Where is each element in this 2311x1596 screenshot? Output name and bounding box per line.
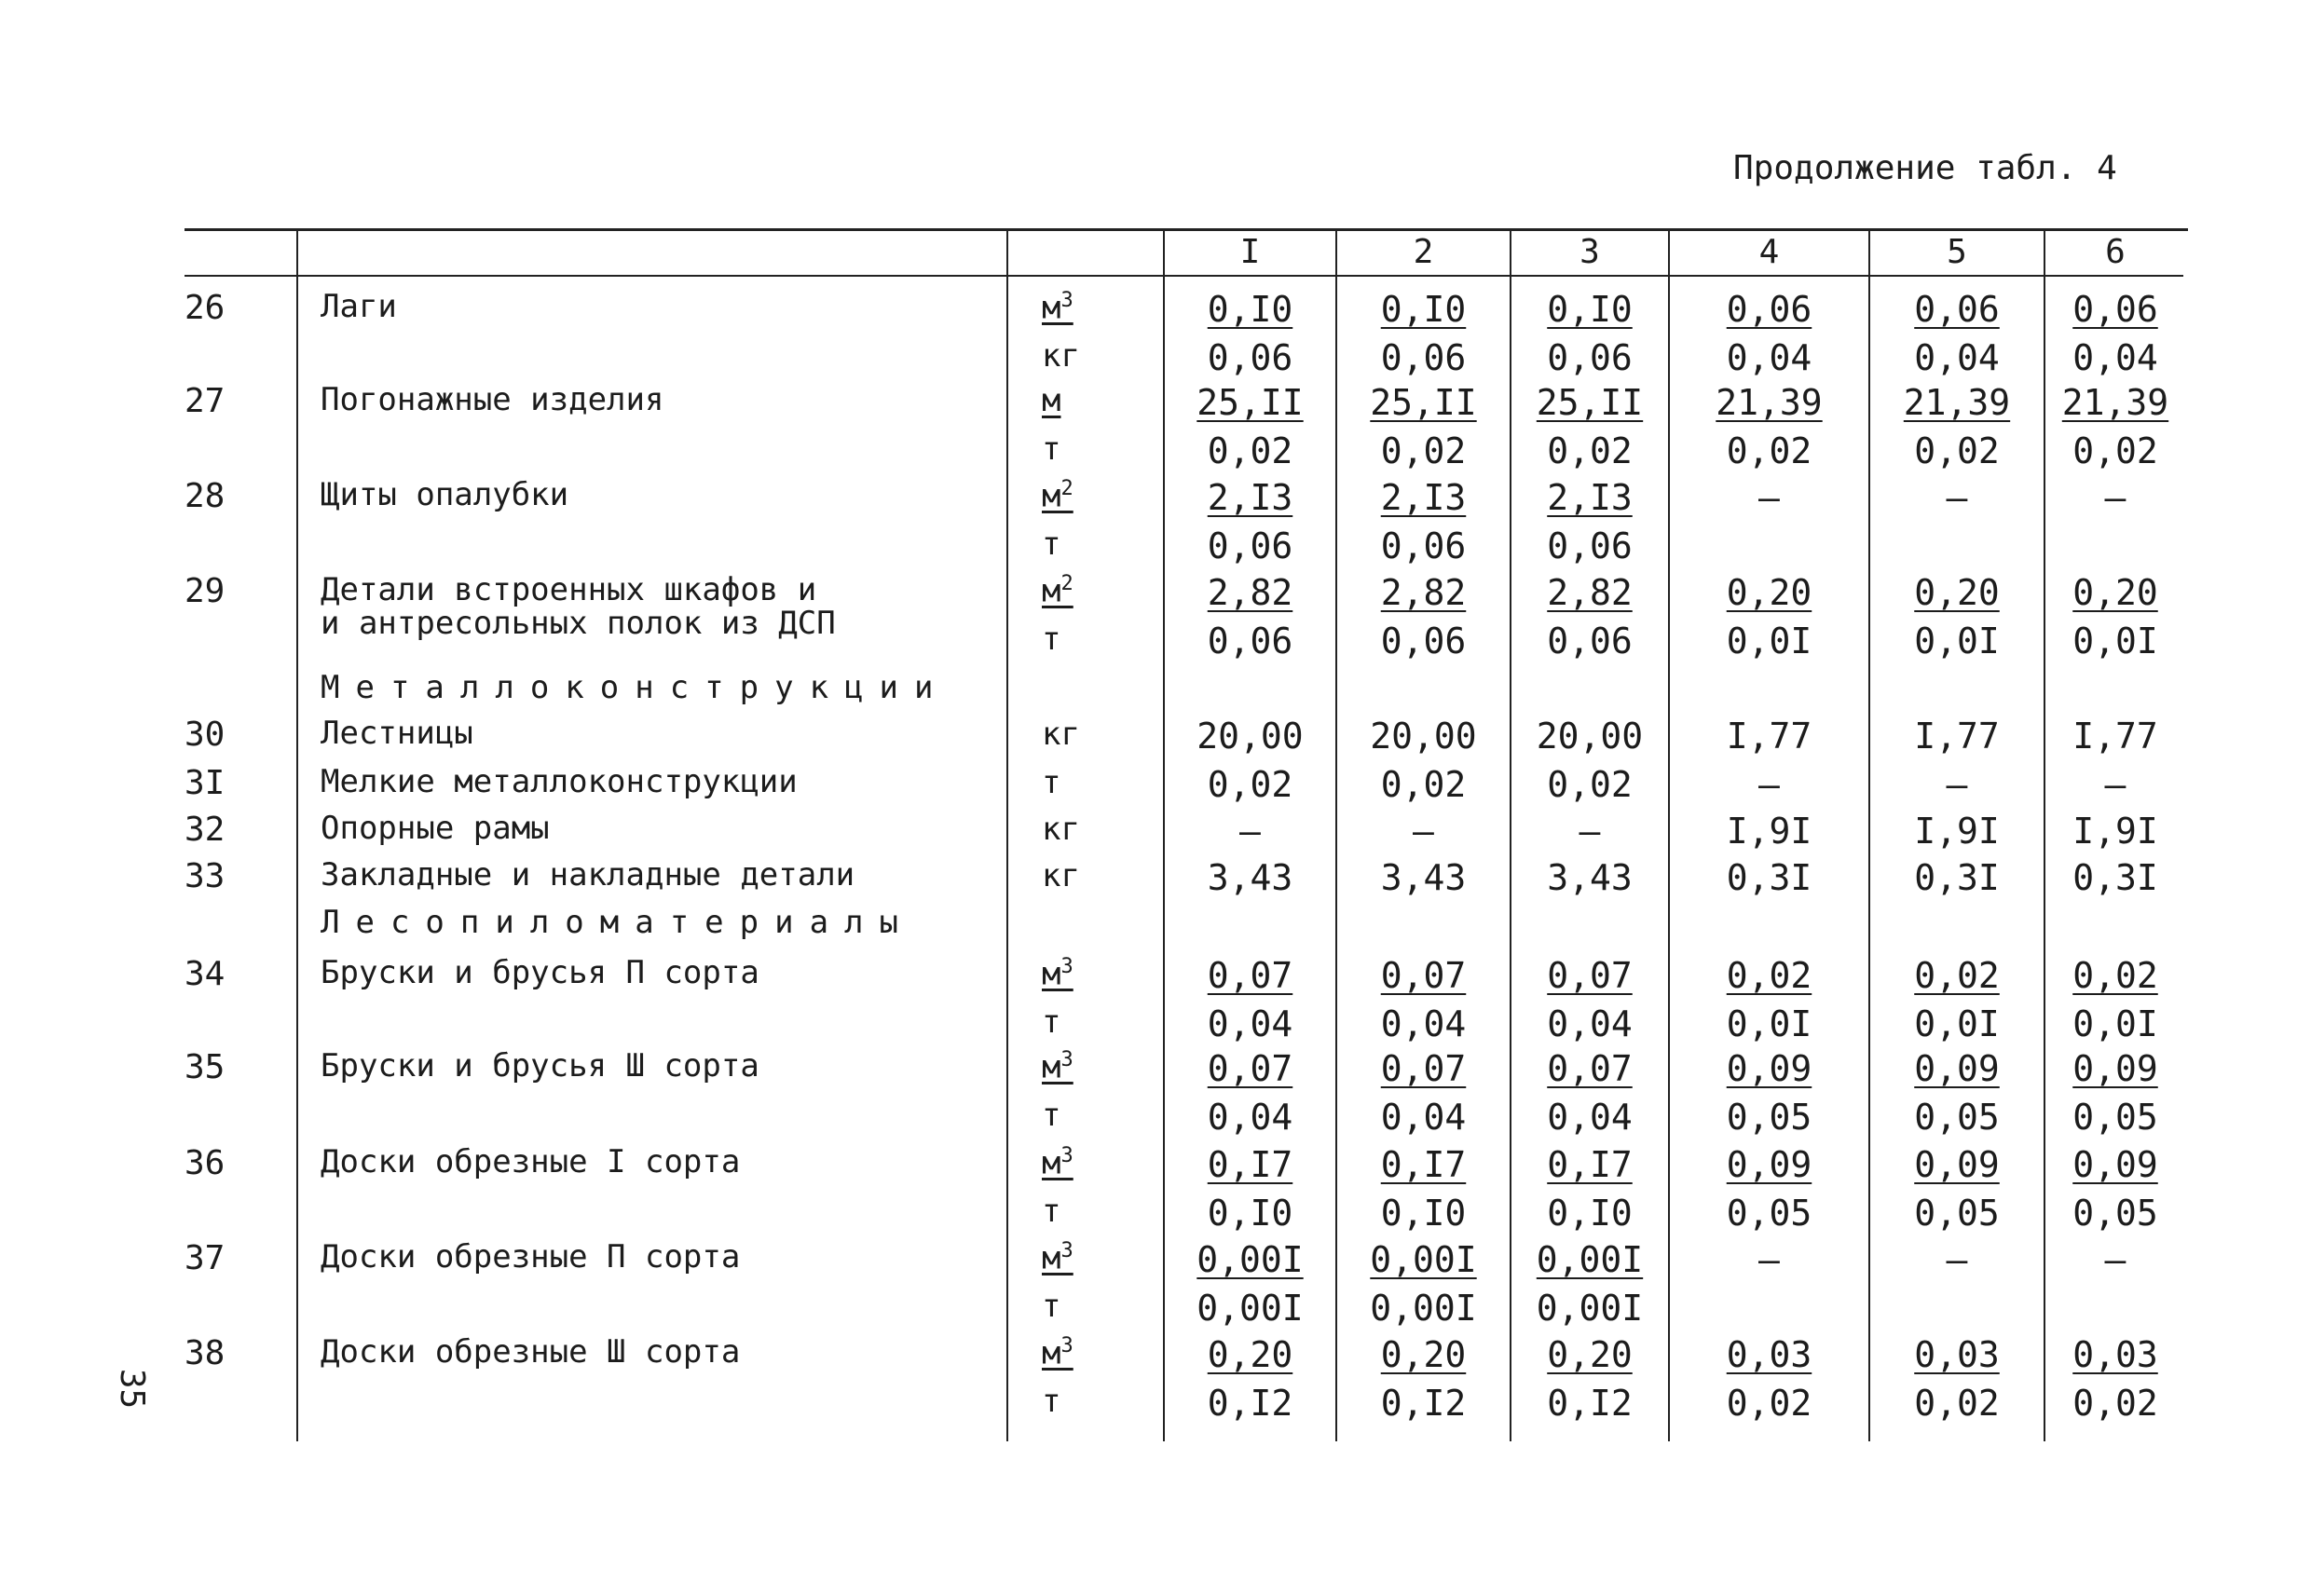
table-cell: 0,04 xyxy=(1914,337,2000,378)
table-cell: – xyxy=(2104,477,2126,518)
row-name: Лестницы xyxy=(321,715,473,752)
row-unit: $м^3$ xyxy=(1042,955,1073,993)
table-cell: 0,06 xyxy=(2072,289,2158,330)
row-unit: т xyxy=(1042,525,1061,563)
table-cell: 0,02 xyxy=(1207,764,1293,805)
table-cell: 25,II xyxy=(1536,382,1644,423)
table-cell: I,77 xyxy=(2072,716,2158,757)
table-cell: 2,82 xyxy=(1207,572,1293,613)
row-number: 29 xyxy=(185,572,226,610)
column-header: 2 xyxy=(1413,233,1434,271)
table-cell: 21,39 xyxy=(1716,382,1823,423)
column-header: 3 xyxy=(1579,233,1600,271)
row-number: 37 xyxy=(185,1239,226,1277)
table-cell: 0,02 xyxy=(2072,955,2158,996)
table-cell: 0,02 xyxy=(1726,1383,1812,1424)
table-cell: I,77 xyxy=(1914,716,2000,757)
table-cell: 0,06 xyxy=(1380,621,1467,662)
row-name: Доски обрезные I сорта xyxy=(321,1143,741,1180)
column-header: 5 xyxy=(1947,233,1967,271)
table-cell: – xyxy=(1758,1239,1780,1280)
table-cell: 0,06 xyxy=(1547,621,1633,662)
row-number: 26 xyxy=(185,289,226,327)
table-cell: 0,20 xyxy=(1914,572,2000,613)
table-cell: 2,I3 xyxy=(1380,477,1467,518)
table-cell: 0,I0 xyxy=(1547,1193,1633,1234)
row-name: Детали встроенных шкафов и xyxy=(321,571,817,608)
table-cell: 0,05 xyxy=(1726,1097,1812,1138)
table-cell: 0,I7 xyxy=(1547,1144,1633,1185)
table-cell: 0,02 xyxy=(1914,955,2000,996)
table-cell: 0,I2 xyxy=(1380,1383,1467,1424)
table-cell: 0,07 xyxy=(1547,1048,1633,1089)
row-number: 3I xyxy=(185,764,226,802)
row-number: 35 xyxy=(185,1048,226,1086)
table-cell: 0,03 xyxy=(1726,1334,1812,1375)
row-name: Погонажные изделия xyxy=(321,381,664,418)
table-cell: 0,03 xyxy=(2072,1334,2158,1375)
table-cell: 0,02 xyxy=(1914,430,2000,471)
row-number: 27 xyxy=(185,382,226,420)
table-cell: 0,20 xyxy=(1547,1334,1633,1375)
table-cell: – xyxy=(1758,764,1780,805)
table-cell: 0,04 xyxy=(1207,1097,1293,1138)
row-unit: $м^3$ xyxy=(1042,1048,1073,1086)
table-cell: 0,00I xyxy=(1536,1288,1644,1329)
table-cell: 0,0I xyxy=(1914,1003,2000,1044)
row-unit: $м^3$ xyxy=(1042,1334,1073,1372)
table-cell: 0,02 xyxy=(1380,764,1467,805)
row-number: 33 xyxy=(185,857,226,895)
table-cell: 2,I3 xyxy=(1547,477,1633,518)
table-cell: 0,04 xyxy=(1547,1097,1633,1138)
row-name: и антресольных полок из ДСП xyxy=(321,605,836,642)
table-cell: – xyxy=(1946,477,1968,518)
page-number: 35 xyxy=(113,1368,152,1410)
table-cell: 0,03 xyxy=(1914,1334,2000,1375)
row-unit: т xyxy=(1042,621,1061,658)
column-header: 6 xyxy=(2105,233,2126,271)
table-cell: 0,0I xyxy=(2072,1003,2158,1044)
table-cell: 3,43 xyxy=(1207,857,1293,898)
table-cell: – xyxy=(1413,811,1434,852)
table-cell: 0,06 xyxy=(1207,525,1293,566)
row-unit: т xyxy=(1042,1288,1061,1325)
table-cell: 2,I3 xyxy=(1207,477,1293,518)
table-cell: 0,04 xyxy=(1380,1003,1467,1044)
table-cell: 0,07 xyxy=(1380,955,1467,996)
table-cell: 0,06 xyxy=(1207,337,1293,378)
table-cell: 0,3I xyxy=(1914,857,2000,898)
row-unit: $м^3$ xyxy=(1042,289,1073,327)
table-cell: 0,09 xyxy=(1914,1144,2000,1185)
table-cell: 0,09 xyxy=(2072,1048,2158,1089)
table-cell: 0,05 xyxy=(1914,1193,2000,1234)
table-cell: 0,05 xyxy=(2072,1193,2158,1234)
table-cell: 0,06 xyxy=(1380,525,1467,566)
table-cell: – xyxy=(1946,764,1968,805)
table-cell: 0,0I xyxy=(1726,1003,1812,1044)
table-cell: 0,05 xyxy=(1726,1193,1812,1234)
row-name: Бруски и брусья Ш сорта xyxy=(321,1047,759,1084)
column-rule xyxy=(296,230,298,1441)
table-cell: 0,I7 xyxy=(1380,1144,1467,1185)
table-cell: 0,09 xyxy=(1914,1048,2000,1089)
row-unit: т xyxy=(1042,764,1061,801)
table-cell: 2,82 xyxy=(1547,572,1633,613)
row-unit: кг xyxy=(1042,716,1080,753)
row-unit: кг xyxy=(1042,811,1080,848)
table-cell: 0,I0 xyxy=(1547,289,1633,330)
table-cell: 0,0I xyxy=(1914,621,2000,662)
table-cell: 25,II xyxy=(1197,382,1304,423)
table-cell: 2,82 xyxy=(1380,572,1467,613)
table-cell: 0,04 xyxy=(2072,337,2158,378)
table-cell: 0,05 xyxy=(1914,1097,2000,1138)
table-cell: 0,00I xyxy=(1197,1239,1304,1280)
table-cell: 0,02 xyxy=(2072,430,2158,471)
table-cell: 0,3I xyxy=(2072,857,2158,898)
table-cell: – xyxy=(2104,764,2126,805)
row-unit: т xyxy=(1042,1193,1061,1230)
row-unit: $м^3$ xyxy=(1042,1239,1073,1277)
table-cell: I,9I xyxy=(1726,811,1812,852)
table-cell: 0,06 xyxy=(1547,337,1633,378)
table-top-rule xyxy=(185,228,2188,231)
row-unit: кг xyxy=(1042,337,1080,375)
row-number: 32 xyxy=(185,811,226,849)
table-cell: 0,20 xyxy=(1726,572,1812,613)
table-cell: 0,I0 xyxy=(1207,1193,1293,1234)
table-cell: 0,I0 xyxy=(1207,289,1293,330)
column-rule xyxy=(1006,230,1008,1441)
row-name: Опорные рамы xyxy=(321,810,550,847)
table-cell: 0,04 xyxy=(1380,1097,1467,1138)
header-bottom-rule xyxy=(185,275,2183,277)
table-cell: 0,00I xyxy=(1197,1288,1304,1329)
table-cell: 0,02 xyxy=(1207,430,1293,471)
table-cell: 0,20 xyxy=(2072,572,2158,613)
row-unit: т xyxy=(1042,430,1061,468)
row-name: Лаги xyxy=(321,288,397,325)
table-cell: 0,I0 xyxy=(1380,1193,1467,1234)
row-number: 34 xyxy=(185,955,226,993)
table-cell: 0,07 xyxy=(1207,955,1293,996)
row-unit: т xyxy=(1042,1097,1061,1134)
table-cell: – xyxy=(1579,811,1601,852)
table-cell: 25,II xyxy=(1370,382,1477,423)
table-cell: 21,39 xyxy=(1903,382,2011,423)
row-name: Доски обрезные Ш сорта xyxy=(321,1333,741,1371)
table-cell: 0,I2 xyxy=(1207,1383,1293,1424)
table-cell: 0,07 xyxy=(1380,1048,1467,1089)
table-cell: 0,04 xyxy=(1726,337,1812,378)
table-cell: 0,07 xyxy=(1547,955,1633,996)
table-cell: 0,04 xyxy=(1207,1003,1293,1044)
table-cell: 0,20 xyxy=(1207,1334,1293,1375)
table-cell: 0,3I xyxy=(1726,857,1812,898)
row-name: Щиты опалубки xyxy=(321,476,569,513)
table-cell: 0,02 xyxy=(1726,430,1812,471)
table-cell: 0,06 xyxy=(1547,525,1633,566)
row-name: Бруски и брусья П сорта xyxy=(321,954,759,991)
table-cell: 0,00I xyxy=(1536,1239,1644,1280)
row-unit: м xyxy=(1042,382,1061,419)
table-cell: 20,00 xyxy=(1197,716,1304,757)
table-cell: I,9I xyxy=(2072,811,2158,852)
column-header: I xyxy=(1239,233,1261,271)
table-cell: – xyxy=(1946,1239,1968,1280)
table-cell: 0,02 xyxy=(1726,955,1812,996)
table-cell: 0,05 xyxy=(2072,1097,2158,1138)
row-unit: т xyxy=(1042,1003,1061,1041)
table-cell: – xyxy=(2104,1239,2126,1280)
table-cell: 0,06 xyxy=(1914,289,2000,330)
table-cell: 0,02 xyxy=(2072,1383,2158,1424)
table-cell: 0,09 xyxy=(1726,1144,1812,1185)
table-cell: 0,00I xyxy=(1370,1239,1477,1280)
table-cell: 0,02 xyxy=(1380,430,1467,471)
table-cell: 0,00I xyxy=(1370,1288,1477,1329)
table-cell: 0,06 xyxy=(1207,621,1293,662)
table-cell: 20,00 xyxy=(1370,716,1477,757)
section-heading: Лесопиломатериалы xyxy=(321,904,914,941)
table-cell: 0,02 xyxy=(1547,764,1633,805)
row-unit: $м^2$ xyxy=(1042,477,1073,515)
row-number: 36 xyxy=(185,1144,226,1182)
table-cell: 0,20 xyxy=(1380,1334,1467,1375)
table-cell: 0,0I xyxy=(2072,621,2158,662)
table-cell: 0,06 xyxy=(1380,337,1467,378)
row-name: Доски обрезные П сорта xyxy=(321,1238,741,1275)
table-cell: 0,I7 xyxy=(1207,1144,1293,1185)
table-cell: 0,09 xyxy=(1726,1048,1812,1089)
table-cell: 0,07 xyxy=(1207,1048,1293,1089)
table-cell: 0,02 xyxy=(1547,430,1633,471)
column-header: 4 xyxy=(1758,233,1780,271)
row-number: 28 xyxy=(185,477,226,515)
table-cell: 0,02 xyxy=(1914,1383,2000,1424)
table-cell: 3,43 xyxy=(1547,857,1633,898)
section-heading: Металлоконструкции xyxy=(321,669,950,706)
table-cell: 0,04 xyxy=(1547,1003,1633,1044)
table-cell: – xyxy=(1239,811,1261,852)
table-cell: 3,43 xyxy=(1380,857,1467,898)
table-cell: I,77 xyxy=(1726,716,1812,757)
table-cell: – xyxy=(1758,477,1780,518)
table-caption: Продолжение табл. 4 xyxy=(1733,149,2117,187)
row-number: 38 xyxy=(185,1334,226,1372)
table-cell: 0,06 xyxy=(1726,289,1812,330)
row-unit: $м^3$ xyxy=(1042,1144,1073,1182)
table-cell: 0,I2 xyxy=(1547,1383,1633,1424)
table-cell: 0,I0 xyxy=(1380,289,1467,330)
table-cell: 21,39 xyxy=(2061,382,2169,423)
row-name: Мелкие металлоконструкции xyxy=(321,763,798,800)
table-cell: 0,0I xyxy=(1726,621,1812,662)
row-unit: $м^2$ xyxy=(1042,572,1073,610)
row-unit: т xyxy=(1042,1383,1061,1420)
row-number: 30 xyxy=(185,716,226,754)
row-unit: кг xyxy=(1042,857,1080,894)
table-cell: 0,09 xyxy=(2072,1144,2158,1185)
table-cell: 20,00 xyxy=(1536,716,1644,757)
row-name: Закладные и накладные детали xyxy=(321,856,855,893)
table-cell: I,9I xyxy=(1914,811,2000,852)
